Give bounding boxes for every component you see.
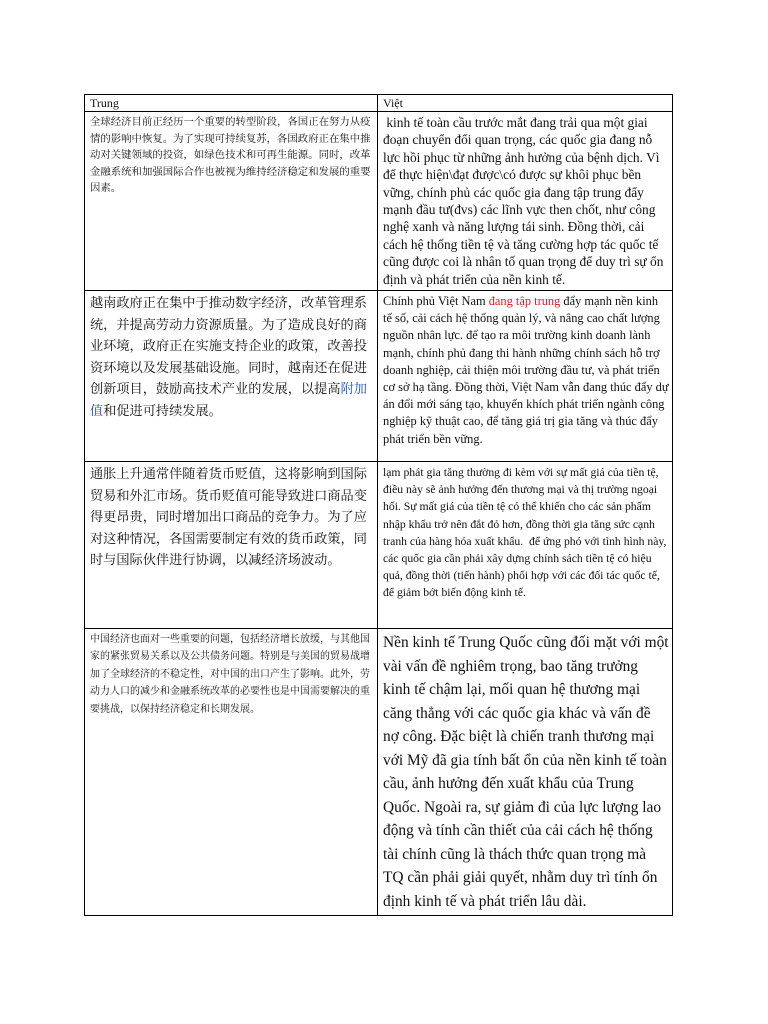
chinese-text: 和促进可持续发展。 [103,403,222,419]
vietnamese-text: Chính phủ Việt Nam [383,294,489,309]
vietnamese-paragraph: Nền kinh tế Trung Quốc cũng đối mặt với một vài vấn đề nghiêm trọng, bao tăng trưởng kinh tế chậm lại, mối quan hệ thương mại căng thẳng với các quốc gia khác và vấn đề nợ công. Đặc biệt là chiến tranh thương mại với Mỹ đã gia tính bất ổn của nền kinh tế toàn cầu, ảnh hưởng đến xuất khẩu của Trung Quốc. Ngoài ra, sự giảm đi của lực lượng lao động và tính cần thiết của cải cách hệ thống tài chính cũng là thách thức quan trọng mà TQ cần phải giải quyết, nhằm duy trì tính ổn định kinh tế và phát triển lâu dài. [378,629,673,916]
header-row [85,95,673,112]
vietnamese-paragraph: kinh tế toàn cầu trước mắt đang trải qua một giai đoạn chuyển đổi quan trọng, các quốc gia đang nỗ lực hồi phục từ những ảnh hưởng của bệnh dịch. Vì để thực hiện\đạt được\có được sự khôi phục bền vững, chính phủ các quốc gia đang tập trung đẩy mạnh đầu tư(đvs) các lĩnh vực then chốt, như công nghệ xanh và năng lượng tái sinh. Đồng thời, cải cách hệ thống tiền tệ và tăng cường hợp tác quốc tế cũng được coi là nhân tố quan trọng để duy trì sự ổn định và phát triển của nền kinh tế. [378,112,673,291]
vietnamese-paragraph: lạm phát gia tăng thường đi kèm với sự mất giá của tiền tệ, điều này sẽ ảnh hưởng đến thương mại và thị trường ngoại hối. Sự mất giá của tiền tệ có thể khiến cho các sản phẩm nhập khẩu trở nên đắt đỏ hơn, đồng thời gia tăng sức cạnh tranh của hàng hóa xuất khẩu. để ứng phó với tình hình này, các quốc gia cần phải xây dựng chính sách tiền tệ có hiệu quả, đồng thời (tiến hành) phối hợp với các đối tác quốc tế, để giảm bớt biến động kinh tế. [378,462,673,629]
vietnamese-paragraph [378,291,673,462]
chinese-paragraph [85,291,378,462]
table-row [85,629,673,916]
chinese-text: 越南政府正在集中于推动数字经济，改革管理系统，并提高劳动力资源质量。为了造成良好的商业环境，政府正在实施支持企业的政策，改善投资环境以及发展基础设施。同时，越南还在促进创新项目，鼓励高技术产业的发展，以提高 [90,296,367,398]
highlighted-term: 附加值 [90,382,367,419]
translation-table [84,94,673,916]
header-chinese: Trung [85,95,378,112]
chinese-paragraph: 中国经济也面对一些重要的问题，包括经济增长放缓，与其他国家的紧张贸易关系以及公共债务问题。特别是与美国的贸易战增加了全球经济的不稳定性，对中国的出口产生了影响。此外，劳动力人口的减少和金融系统改革的必要性也是中国需要解决的重要挑战，以保持经济稳定和长期发展。 [85,629,378,916]
header-vietnamese: Việt [378,95,673,112]
table-row [85,112,673,291]
vietnamese-text: đẩy mạnh nền kinh tế số, cải cách hệ thống quản lý, và nâng cao chất lượng nguồn nhân lực. để tạo ra môi trường kinh doanh lành mạnh, chính phủ đang thi hành những chính sách hỗ trợ doanh nghiệp, cải thiện môi trường đầu tư, và phát triển cơ sở hạ tầng. Đồng thời, Việt Nam vẫn đang thúc đẩy dự án đổi mới sáng tạo, khuyến khích phát triển ngành công nghiệp kỹ thuật cao, để tăng giá trị gia tăng và thúc đẩy phát triển bền vững. [383,294,672,446]
chinese-paragraph: 通胀上升通常伴随着货币贬值，这将影响到国际贸易和外汇市场。货币贬值可能导致进口商品变得更昂贵，同时增加出口商品的竞争力。为了应对这种情况，各国需要制定有效的货币政策，同时与国际伙伴进行协调，以减经济场波动。 [85,462,378,629]
highlighted-term: đang tập trung [488,294,561,309]
chinese-paragraph: 全球经济目前正经历一个重要的转型阶段，各国正在努力从疫情的影响中恢复。为了实现可持续复苏，各国政府正在集中推动对关键领域的投资，如绿色技术和可再生能源。同时，改革金融系统和加强国际合作也被视为维持经济稳定和发展的重要因素。 [85,112,378,291]
table-row [85,462,673,629]
table-row [85,291,673,462]
